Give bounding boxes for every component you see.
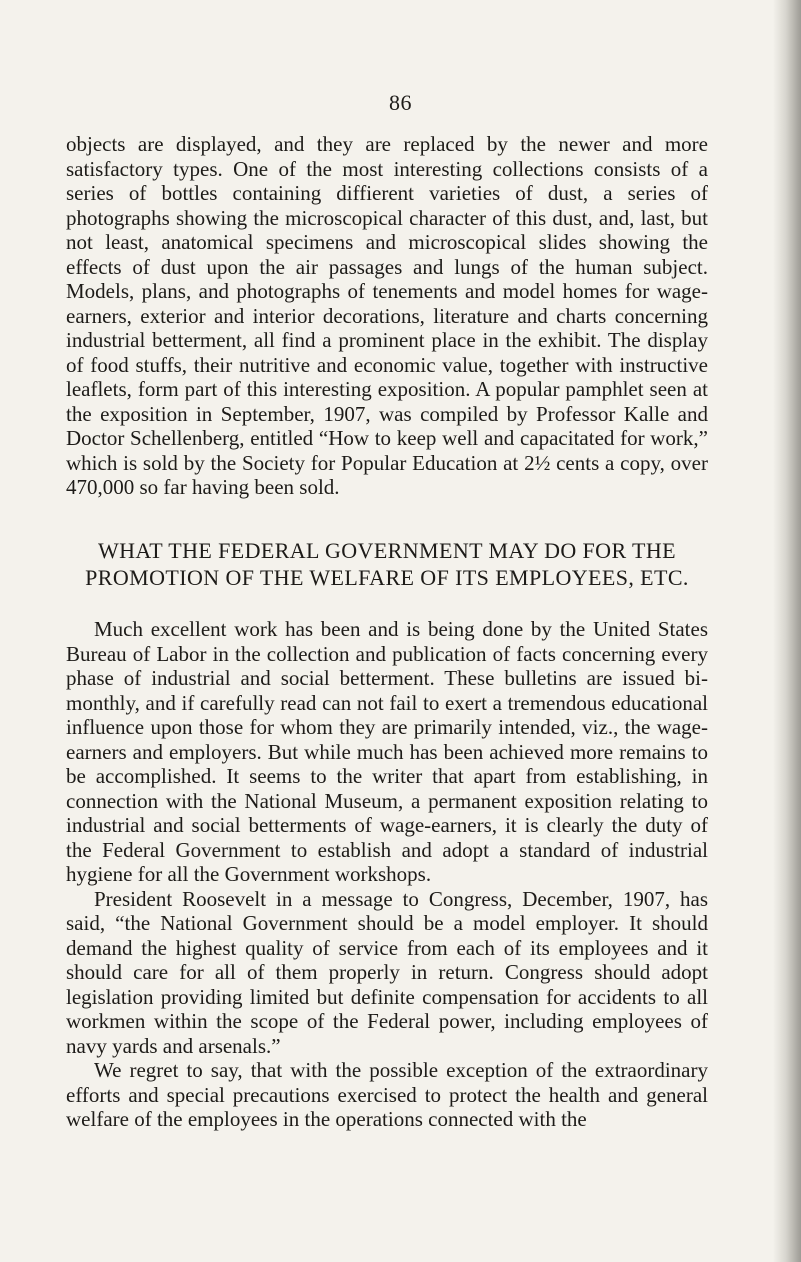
intro-paragraph: objects are displayed, and they are replaced by the newer and more satisfactory types. One of the most interesting collections consists of a series of bottles containing diffierent varieties of dust, a series of photographs showing the microscopical character of this dust, and, last, but not least, anatomical specimens and microscopical slides showing the effects of dust upon the air passages and lungs of the human subject. Models, plans, and photographs of tenements and model homes for wage-earners, exterior and interior decorations, literature and charts concerning industrial betterment, all find a prominent place in the exhibit. The display of food stuffs, their nutritive and economic value, together with instructive leaflets, form part of this interesting exposition. A popular pamphlet seen at the exposition in September, 1907, was compiled by Professor Kalle and Doctor Schellenberg, entitled “How to keep well and capacitated for work,” which is sold by the Society for Popular Education at 2½ cents a copy, over 470,000 so far having been sold. (66, 132, 708, 499)
body-paragraph-1: Much excellent work has been and is being done by the United States Bureau of Labor in the collection and publication of facts concerning every phase of industrial and social betterment. These bulletins are issued bi-monthly, and if carefully read can not fail to exert a tremendous educational influence upon those for whom they are primarily intended, viz., the wage-earners and employers. But while much has been achieved more remains to be accomplished. It seems to the writer that apart from establishing, in connection with the National Museum, a permanent exposition relating to industrial and social betterments of wage-earners, it is clearly the duty of the Federal Government to establish and adopt a standard of industrial hygiene for all the Government workshops. (66, 617, 708, 886)
body-paragraph-2: President Roosevelt in a message to Congress, December, 1907, has said, “the National Government should be a model employer. It should demand the highest quality of service from each of its employees and it should care for all of them properly in return. Congress should adopt legislation providing limited but definite compensation for accidents to all workmen within the scope of the Federal power, including employees of navy yards and arsenals.” (66, 886, 708, 1058)
page-edge-shadow (773, 0, 801, 1262)
body-paragraph-3: We regret to say, that with the possible exception of the extraordinary efforts and special precautions exercised to protect the health and general welfare of the employees in the operations connected with the (66, 1058, 708, 1131)
section-heading: WHAT THE FEDERAL GOVERNMENT MAY DO FOR THE PROMOTION OF THE WELFARE OF ITS EMPLOYEES, ETC. (85, 538, 689, 590)
page-number: 86 (389, 90, 412, 115)
intro-text-block (66, 132, 708, 500)
section-body (66, 617, 708, 1132)
